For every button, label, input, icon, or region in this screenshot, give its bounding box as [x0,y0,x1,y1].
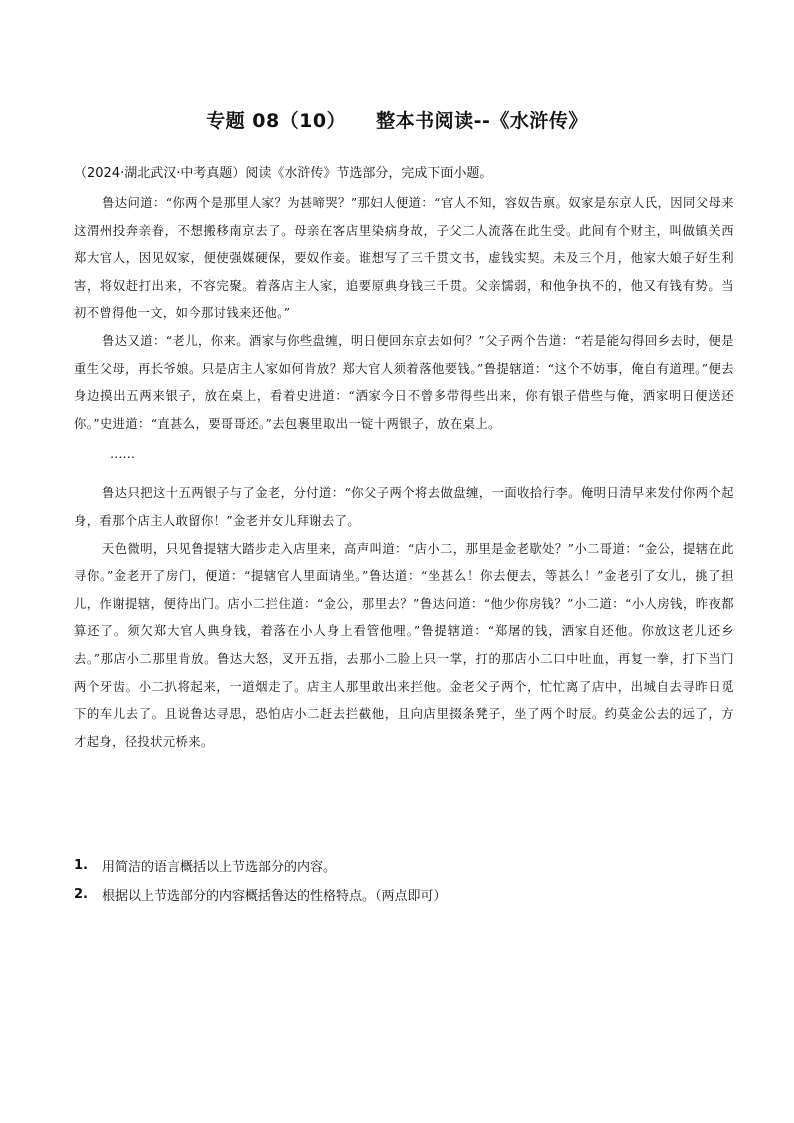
title-part-2: 整本书阅读--《水浒传》 [376,110,588,132]
question-item [74,880,734,909]
passage-paragraph: 鲁达问道：“你两个是那里人家？为甚啼哭？”那妇人便道：“官人不知，容奴告禀。奴家是东京人氏，因同父母来这渭州投奔亲眷，不想搬移南京去了。母亲在客店里染病身故，子父二人流落在此生受。此间有个财主，叫做镇关西郑大官人，因见奴家，便使强媒硬保，要奴作妾。谁想写了三千贯文书，虚钱实契。未及三个月，他家大娘子好生利害，将奴赶打出来，不容完聚。着落店主人家，追要原典身钱三千贯。父亲懦弱，和他争执不的，他又有钱有势。当初不曾得他一文，如今那讨钱来还他。” [74,196,734,321]
reading-passage [74,190,734,756]
question-number: 1. [74,858,88,873]
question-text: 根据以上节选部分的内容概括鲁达的性格特点。（两点即可） [102,889,447,904]
title-part-1: 专题 08（10） [206,110,347,132]
question-number: 2. [74,887,88,902]
passage-paragraph: 鲁达只把这十五两银子与了金老，分付道：“你父子两个将去做盘缠，一面收拾行李。俺明日清早来发付你两个起身，看那个店主人敢留你！”金老并女儿拜谢去了。 [74,486,734,528]
page-title [0,106,794,133]
question-text: 用简洁的语言概括以上节选部分的内容。 [102,860,337,875]
question-list [74,851,734,909]
passage-paragraph: 天色微明，只见鲁提辖大踏步走入店里来，高声叫道：“店小二，那里是金老歇处？”小二哥道：“金公，提辖在此寻你。”金老开了房门，便道：“提辖官人里面请坐。”鲁达道：“坐甚么！你去便去，等甚么！”金老引了女儿，挑了担儿，作谢提辖，便待出门。店小二拦住道：“金公，那里去？”鲁达问道：“他少你房钱？”小二道：“小人房钱，昨夜都算还了。须欠郑大官人典身钱，着落在小人身上看管他哩。”鲁提辖道：“郑屠的钱，洒家自还他。你放这老儿还乡去。”那店小二那里肯放。鲁达大怒，叉开五指，去那小二脸上只一掌，打的那店小二口中吐血，再复一拳，打下当门两个牙齿。小二扒将起来，一道烟走了。店主人那里敢出来拦他。金老父子两个，忙忙离了店中，出城自去寻昨日觅下的车儿去了。且说鲁达寻思，恐怕店小二赶去拦截他，且向店里掇条凳子，坐了两个时辰。约莫金公去的远了，方才起身，径投状元桥来。 [74,541,734,749]
passage-ellipsis: …… [110,446,135,462]
passage-paragraph: 鲁达又道：“老儿，你来。酒家与你些盘缠，明日便回东京去如何？”父子两个告道：“若是能勾得回乡去时，便是重生父母，再长爷娘。只是店主人家如何肯放？郑大官人须着落他要钱。”鲁提辖道：“这个不妨事，俺自有道理。”便去身边摸出五两来银子，放在桌上，看着史进道：“洒家今日不曾多带得些出来，你有银子借些与俺，洒家明日便送还你。”史进道：“直甚么，要哥哥还。”去包裹里取出一锭十两银子，放在桌上。 [74,333,734,431]
question-item [74,851,734,880]
question-intro: （2024·湖北武汉·中考真题）阅读《水浒传》节选部分，完成下面小题。 [74,166,493,181]
